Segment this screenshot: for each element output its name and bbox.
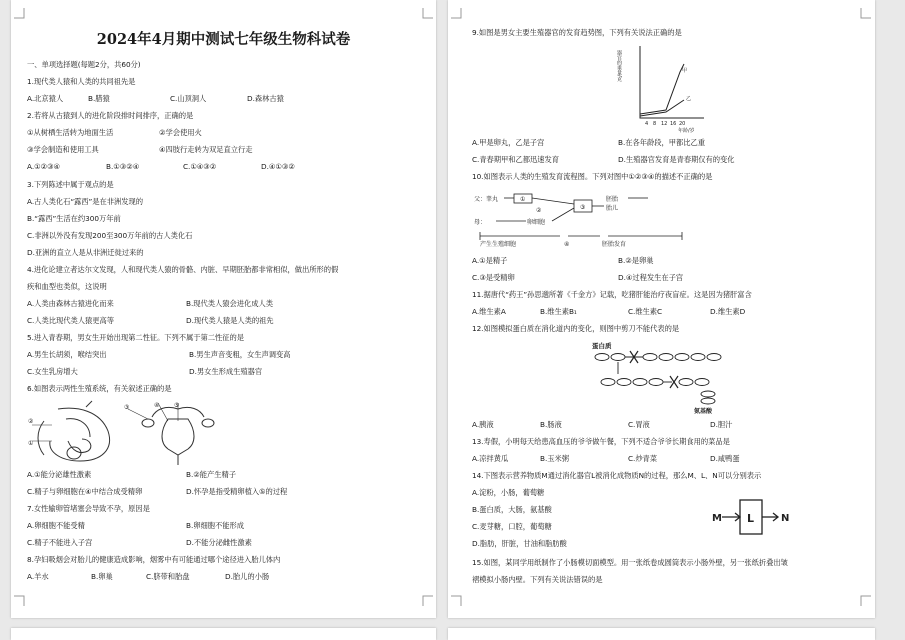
page1-text-line: B.卵巢 (91, 572, 113, 581)
document-page-2 (448, 0, 875, 618)
page1-text-line: 7.女性输卵管堵塞会导致不孕，原因是 (27, 504, 150, 513)
tick-16: 16 (670, 121, 677, 127)
flow-box-1: ① (520, 196, 526, 203)
page2-text-line: A.①是精子 (472, 256, 508, 265)
page1-text-line: D.现代类人猿是人类的祖先 (186, 316, 274, 325)
page2-text-line: C.③是受精卵 (472, 273, 515, 282)
page2-text-line: A.胰液 (472, 420, 494, 429)
crop-mark-top-right-2 (861, 8, 871, 18)
page1-text-line: A.古人类化石“露西”是在非洲发现的 (27, 197, 143, 206)
flow-box-3: ③ (580, 204, 586, 211)
page2-text-line: 11.据唐代“药王”孙思邈所著《千金方》记载，吃猪肝能治疗夜盲症。这是因为猪肝富含 (472, 290, 752, 299)
graph-x-axis-label: 年龄/岁 (678, 128, 695, 134)
page2-text-line: D.维生素D (710, 307, 746, 316)
flow-embryo: 胚胎 (606, 196, 619, 203)
page1-text-line: D.胎儿的小肠 (225, 572, 270, 581)
page2-text-line: B.维生素B₁ (540, 307, 577, 316)
page2-text-line: 9.如图是男女主要生殖器官的发育趋势图，下列有关说法正确的是 (472, 28, 682, 37)
tick-20: 20 (679, 121, 686, 127)
page1-text-line: C.脐带和胎盘 (146, 572, 190, 581)
page2-text-line: B.玉米粥 (540, 454, 569, 463)
page1-text-line: B.男生声音变粗，女生声调变高 (189, 350, 291, 359)
page2-text-line: C.维生素C (628, 307, 663, 316)
reproduction-flow-chart (472, 188, 712, 252)
page2-text-line: B.②是卵巢 (618, 256, 654, 265)
flow-label-cells: 产生生殖细胞 (480, 241, 517, 248)
page1-text-line: C.精子不能进入子宫 (27, 538, 93, 547)
tick-4: 4 (645, 121, 649, 127)
crop-mark-bottom-left-2 (451, 596, 461, 606)
crop-mark-top-left-2 (451, 8, 461, 18)
page1-text-line: 一、单项选择题(每题2分，共60分) (27, 60, 141, 69)
page2-text-line: B.蛋白质，大肠，氨基酸 (472, 505, 552, 514)
crop-mark-bottom-right-2 (861, 596, 871, 606)
page2-text-line: B.在各年龄段，甲都比乙重 (618, 138, 705, 147)
next-page-right-edge (448, 628, 875, 640)
page1-text-line: 2.若将从古猿到人的进化阶段排时间排序，正确的是 (27, 111, 194, 120)
series-jia-label: 甲 (682, 68, 688, 74)
page1-text-line: C.女生乳房增大 (27, 367, 78, 376)
page1-text-line: C.精子与卵细胞在④中结合成受精卵 (27, 487, 143, 496)
page1-text-line: ④四肢行走转为双足直立行走 (159, 145, 253, 154)
page2-text-line: 15.如图，某同学用纸制作了小肠模切面模型。用一张纸卷成圆筒表示小肠外壁，另一张纸折叠出皱 (472, 558, 788, 567)
flow-mother: 母： (474, 219, 487, 226)
protein-label: 蛋白质 (592, 342, 612, 350)
page2-text-line: D.生殖器官发育是青春期仅有的变化 (618, 155, 735, 164)
page1-text-line: C.①④③② (183, 162, 217, 171)
page2-text-line: D.咸鸭蛋 (710, 454, 740, 463)
amino-acid-label: 氨基酸 (694, 408, 713, 415)
flow-label-development: 胚胎发育 (602, 241, 627, 248)
page1-text-line: A.男生长胡须，喉结突出 (27, 350, 107, 359)
page1-text-line: C.非洲以外没有发现200至300万年前的古人类化石 (27, 231, 193, 240)
page1-text-line: 8.孕妇吸烟会对胎儿的健康造成影响，烟雾中有可能通过哪个途径进入胎儿体内 (27, 555, 281, 564)
page1-text-line: B.①③②④ (106, 162, 140, 171)
page1-text-line: B.②能产生精子 (186, 470, 236, 479)
flow-label-4: ④ (564, 241, 570, 248)
page1-text-line: D.不能分泌雌性激素 (186, 538, 252, 547)
page2-text-line: 10.如图表示人类的生殖发育流程图。下列对图中①②③④的描述不正确的是 (472, 172, 713, 181)
page1-text-line: ②学会使用火 (159, 128, 202, 137)
page1-text-line: A.①能分泌雄性激素 (27, 470, 92, 479)
page1-text-line: 6.如图表示两性生殖系统，有关叙述正确的是 (27, 384, 172, 393)
page2-text-line: C.炒青菜 (628, 454, 658, 463)
page1-text-line: 5.进入青春期，男女生开始出现第二性征。下列不属于第二性征的是 (27, 333, 245, 342)
page2-text-line: A.凉拌黄瓜 (472, 454, 509, 463)
page2-text-line: 13.寿假，小明每天给患高血压的爷爷做午餐，下列不适合爷爷长期食用的菜品是 (472, 437, 730, 446)
page1-text-line: B.卵细胞不能形成 (186, 521, 244, 530)
mln-digestion-diagram (710, 496, 794, 540)
page1-text-line: D.怀孕是指受精卵植入⑤的过程 (186, 487, 288, 496)
page1-text-line: B.“露西”生活在约300万年前 (27, 214, 121, 223)
exam-title: 2024年4月期中测试七年级生物科试卷 (96, 31, 351, 48)
page2-text-line: A.淀粉，小肠，葡萄糖 (472, 488, 545, 497)
crop-mark-top-left (14, 8, 24, 18)
page2-text-line: C.麦芽糖，口腔，葡萄糖 (472, 522, 552, 531)
page1-text-line: A.北京猿人 (27, 94, 64, 103)
m-label: M (712, 513, 722, 524)
organ-growth-graph (618, 42, 708, 134)
page1-text-line: C.山顶洞人 (170, 94, 207, 103)
page2-text-line: 褶模拟小肠内壁。下列有关说法错误的是 (472, 575, 603, 584)
crop-mark-top-right (423, 8, 433, 18)
crop-mark-bottom-left (14, 596, 24, 606)
flow-father: 父：睾丸 (474, 196, 499, 203)
page1-text-line: D.森林古猿 (247, 94, 284, 103)
svg-text:②: ② (28, 418, 34, 425)
page1-text-line: B.现代类人猿会进化成人类 (186, 299, 273, 308)
page2-text-line: A.维生素A (472, 307, 506, 316)
tick-8: 8 (653, 121, 657, 127)
tick-12: 12 (661, 121, 668, 127)
l-label: L (747, 512, 755, 525)
svg-text:⑤: ⑤ (174, 402, 180, 409)
page1-text-line: A.羊水 (27, 572, 49, 581)
page2-text-line: C.青春期甲和乙都迅速发育 (472, 155, 560, 164)
page2-text-line: B.肠液 (540, 420, 562, 429)
page2-text-line: D.脂肪，肝脏，甘油和脂肪酸 (472, 539, 567, 548)
crop-mark-bottom-right (423, 596, 433, 606)
page1-text-line: D.④①③② (261, 162, 295, 171)
page1-text-line: B.腊猿 (88, 94, 110, 103)
svg-text:③: ③ (124, 404, 130, 411)
page1-text-line: 4.进化论建立者达尔文发现，人和现代类人猿的骨骼、内脏、早期胚胎都非常相似，做出所形的假 (27, 265, 339, 274)
page1-text-line: A.人类由森林古猿进化而来 (27, 299, 114, 308)
page2-text-line: 14.下图表示营养物质M通过消化器官L被消化成物质N的过程，那么M、L、N可以分别表示 (472, 471, 762, 480)
series-yi-label: 乙 (686, 96, 692, 102)
page1-text-line: D.亚洲的直立人是从非洲迁徙过来的 (27, 248, 144, 257)
protein-digestion-figure (588, 340, 728, 416)
page1-text-line: 3.下列陈述中属于观点的是 (27, 180, 114, 189)
n-label: N (781, 513, 790, 524)
page1-text-line: 1.现代类人猿和人类的共同祖先是 (27, 77, 136, 86)
flow-egg-cell: 卵细胞 (527, 219, 546, 226)
flow-fetus: 胎儿 (606, 205, 619, 212)
svg-text:④: ④ (154, 402, 160, 409)
page2-text-line: A.甲是卵丸，乙是子宫 (472, 138, 545, 147)
page2-text-line: D.胆汁 (710, 420, 733, 429)
reproductive-system-figure (28, 401, 228, 467)
page1-text-line: 疾和血型也类似，这说明 (27, 282, 107, 291)
page2-text-line: D.④过程发生在子宫 (618, 273, 684, 282)
page2-text-line: C.胃液 (628, 420, 650, 429)
svg-text:①: ① (28, 440, 34, 447)
page1-text-line: C.人类比现代类人猿更高等 (27, 316, 115, 325)
document-page-1 (11, 0, 436, 618)
graph-y-axis-label: 器官的重量/克 (616, 50, 622, 82)
page1-text-line: A.①②③④ (27, 162, 61, 171)
page1-text-line: A.卵细胞不能受精 (27, 521, 85, 530)
next-page-left-edge (11, 628, 436, 640)
flow-arrow-2: ② (536, 207, 542, 214)
page2-text-line: 12.如图模拟蛋白质在消化道内的变化，则图中剪刀不能代表的是 (472, 324, 680, 333)
page1-text-line: ③学会制造和使用工具 (27, 145, 99, 154)
page1-text-line: ①从树栖生活转为地面生活 (27, 128, 114, 137)
page1-text-line: D.男女生形成生殖器官 (189, 367, 263, 376)
